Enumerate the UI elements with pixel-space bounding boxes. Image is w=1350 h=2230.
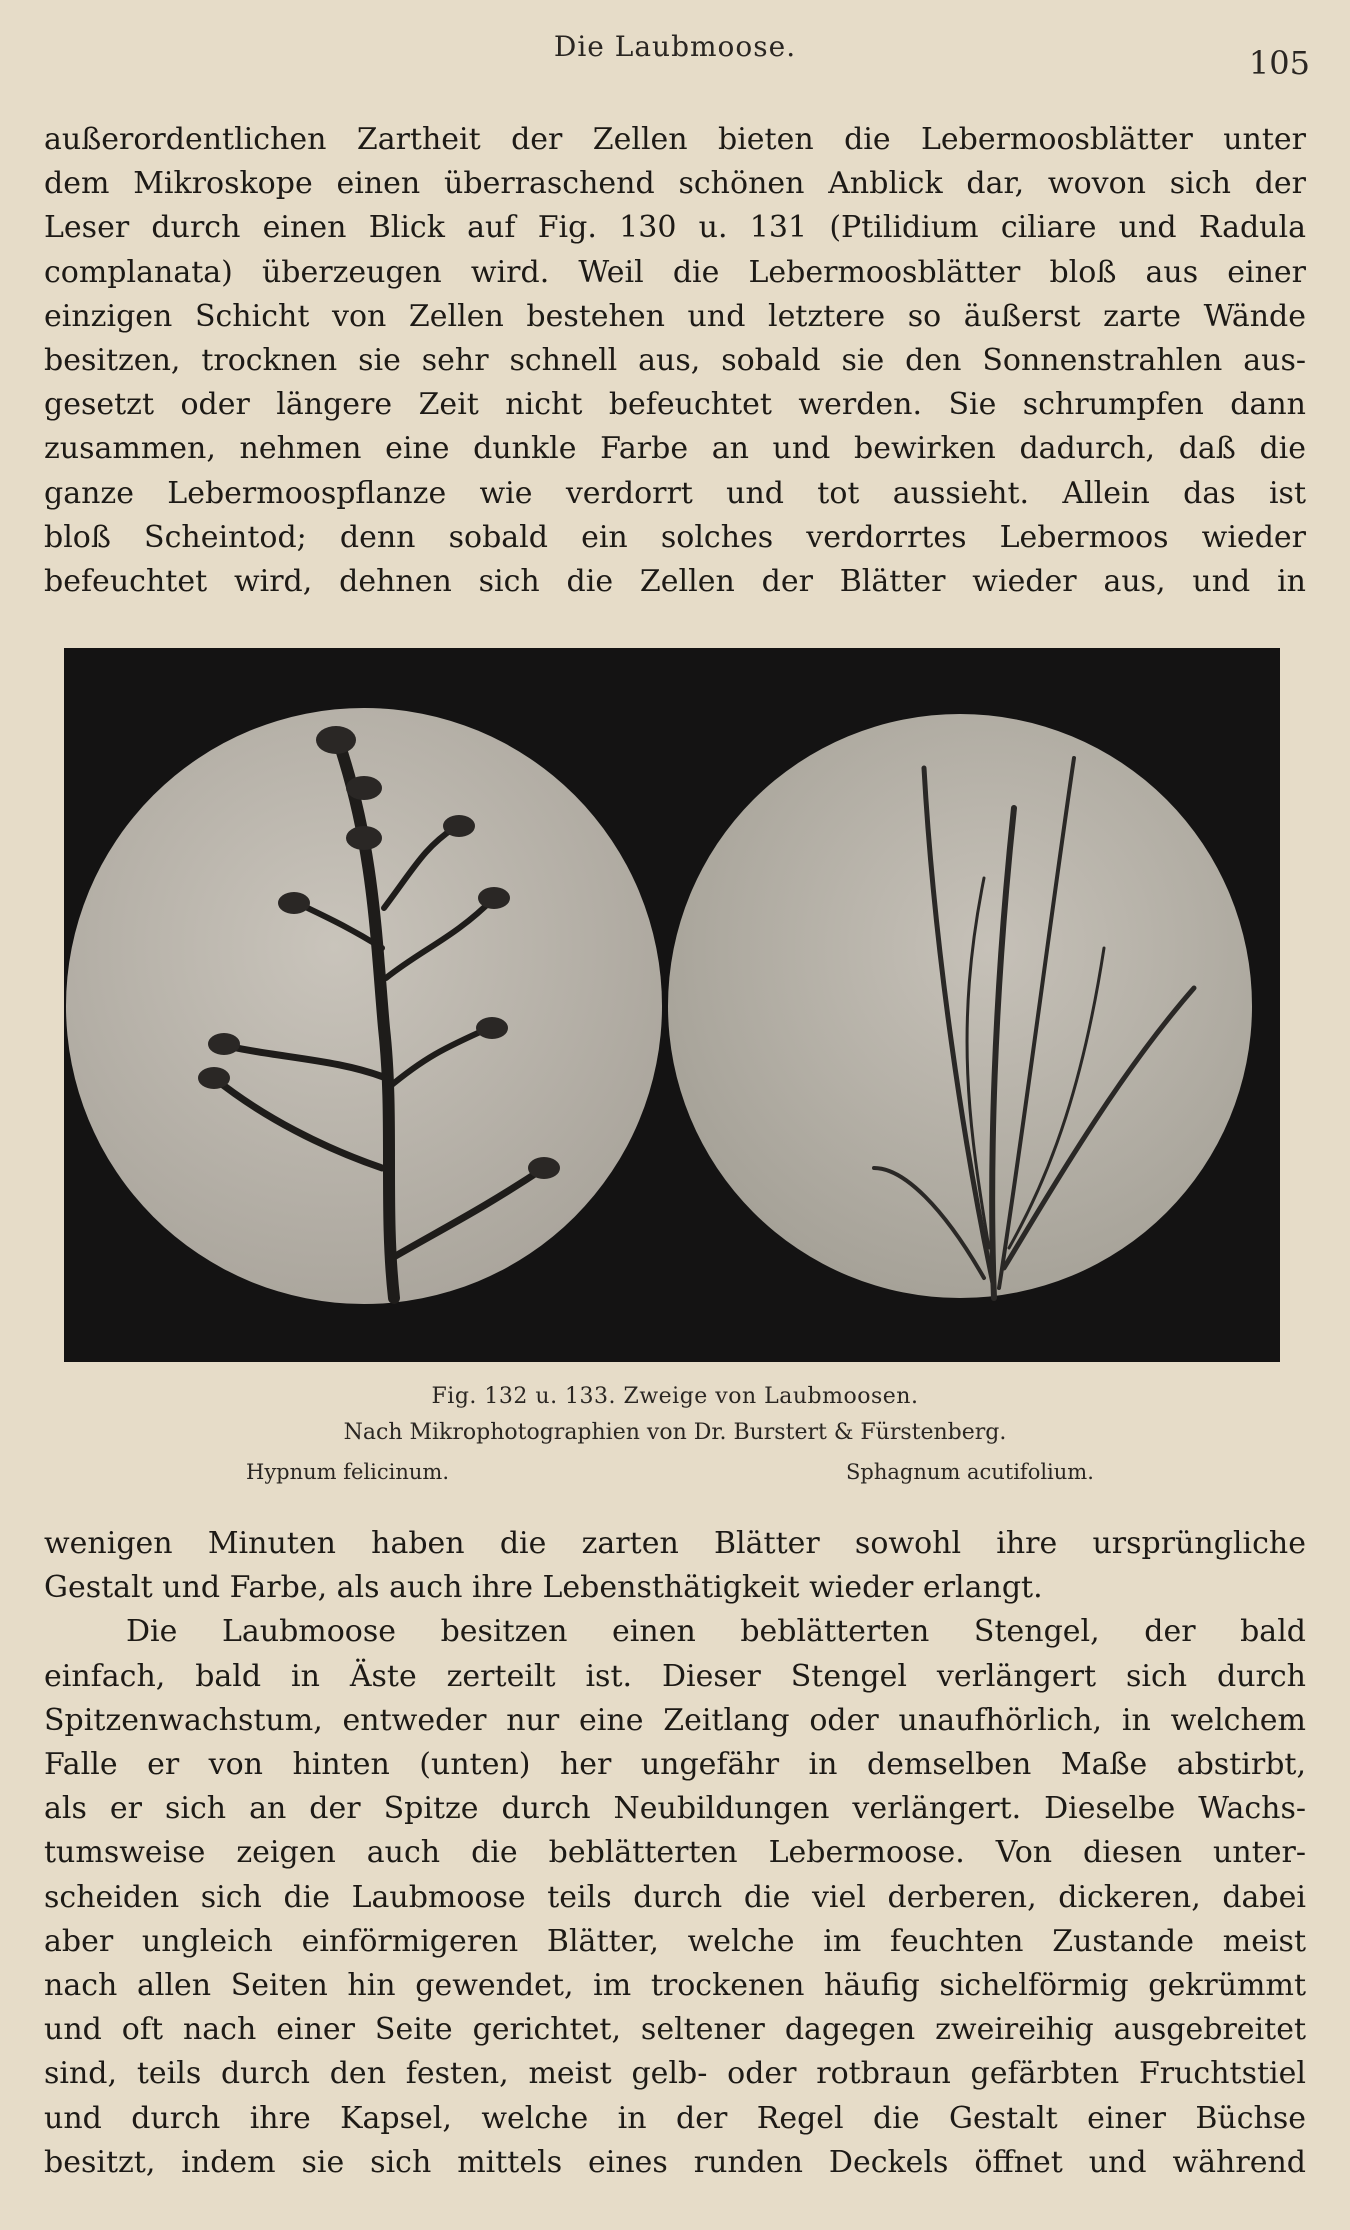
- text-line: und durch ihre Kapsel, welche in der Regel die Gestalt einer Büchse: [44, 2100, 1306, 2136]
- text-line: ganze Lebermoospflanze wie verdorrt und tot aussieht. Allein das ist: [44, 475, 1306, 511]
- text-line: als er sich an der Spitze durch Neubildungen verlängert. Dieselbe Wachs-: [44, 1791, 1306, 1827]
- text-line: tumsweise zeigen auch die beblätterten Lebermoose. Von diesen unter-: [44, 1835, 1306, 1871]
- micrograph-pair: [64, 648, 1280, 1362]
- text-line: nach allen Seiten hin gewendet, im trockenen häufig sichelförmig gekrümmt: [44, 1968, 1306, 2004]
- text-line: besitzt, indem sie sich mittels eines runden Deckels öffnet und während: [44, 2144, 1306, 2180]
- text-line: sind, teils durch den festen, meist gelb- oder rotbraun gefärbten Fruchtstiel: [44, 2056, 1306, 2092]
- text-line: dem Mikroskope einen überraschend schönen Anblick dar, wovon sich der: [44, 166, 1306, 202]
- text-line: besitzen, trocknen sie sehr schnell aus, sobald sie den Sonnenstrahlen aus-: [44, 343, 1306, 379]
- figure-caption-credit: Nach Mikrophotographien von Dr. Burstert & Fürstenberg.: [343, 1420, 1007, 1445]
- text-line: aber ungleich einförmigeren Blätter, welche im feuchten Zustande meist: [44, 1923, 1306, 1959]
- paragraph-bottom: [44, 1522, 1306, 2185]
- text-line: complanata) überzeugen wird. Weil die Lebermoosblätter bloß aus einer: [44, 254, 1306, 290]
- text-line: Gestalt und Farbe, als auch ihre Lebensthätigkeit wieder erlangt.: [44, 1570, 1043, 1606]
- page-number: 105: [1248, 44, 1310, 82]
- text-line: befeuchtet wird, dehnen sich die Zellen der Blätter wieder aus, und in: [44, 564, 1306, 600]
- paragraph-top: [44, 118, 1306, 604]
- text-line: einzigen Schicht von Zellen bestehen und letztere so äußerst zarte Wände: [44, 298, 1306, 334]
- text-line: zusammen, nehmen eine dunkle Farbe an und bewirken dadurch, daß die: [44, 431, 1306, 467]
- text-line: scheiden sich die Laubmoose teils durch die viel derberen, dickeren, dabei: [44, 1879, 1306, 1915]
- micrograph-left: [66, 708, 662, 1304]
- figure-label-left: Hypnum felicinum.: [246, 1460, 450, 1484]
- micrograph-right: [668, 714, 1252, 1298]
- text-line: Falle er von hinten (unten) her ungefähr in demselben Maße abstirbt,: [44, 1747, 1306, 1783]
- figure-caption-title: Fig. 132 u. 133. Zweige von Laubmoosen.: [431, 1384, 919, 1409]
- text-line: bloß Scheintod; denn sobald ein solches verdorrtes Lebermoos wieder: [44, 519, 1306, 555]
- running-title: Die Laubmoose.: [553, 30, 797, 63]
- text-line: einfach, bald in Äste zerteilt ist. Dieser Stengel verlängert sich durch: [44, 1658, 1306, 1694]
- text-line: Leser durch einen Blick auf Fig. 130 u. 131 (Ptilidium ciliare und Radula: [44, 210, 1306, 246]
- text-line: Die Laubmoose besitzen einen beblätterten Stengel, der bald: [126, 1614, 1306, 1650]
- photo-plate: [64, 648, 1280, 1362]
- text-line: außerordentlichen Zartheit der Zellen bieten die Lebermoosblätter unter: [44, 122, 1306, 157]
- figure-label-right: Sphagnum acutifolium.: [846, 1460, 1094, 1484]
- text-line: gesetzt oder längere Zeit nicht befeuchtet werden. Sie schrumpfen dann: [44, 387, 1306, 423]
- text-line: Spitzenwachstum, entweder nur eine Zeitlang oder unaufhörlich, in welchem: [44, 1702, 1306, 1738]
- text-line: und oft nach einer Seite gerichtet, seltener dagegen zweireihig ausgebreitet: [44, 2012, 1306, 2048]
- text-line: wenigen Minuten haben die zarten Blätter sowohl ihre ursprüngliche: [44, 1526, 1306, 1561]
